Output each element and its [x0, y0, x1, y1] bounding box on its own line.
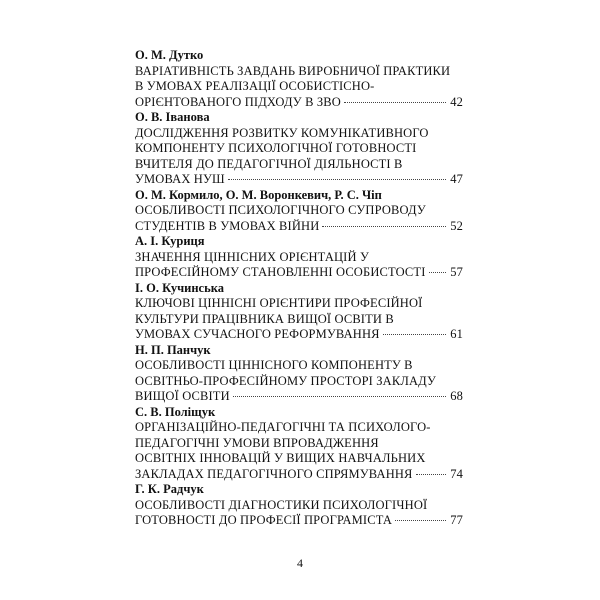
dot-leader: [344, 102, 446, 103]
toc-entry-last-line: [135, 389, 463, 405]
toc-entry-title: [135, 126, 463, 188]
toc-entry-author: О. М. Кормило, О. М. Воронкевич, Р. С. Чіп: [135, 187, 382, 202]
toc-entry-title-line: ОРГАНІЗАЦІЙНО-ПЕДАГОГІЧНІ ТА ПСИХОЛОГО-: [135, 420, 431, 434]
toc-entry-title-line: УМОВАХ НУШ: [135, 172, 225, 186]
toc-entry-page-number: 74: [450, 466, 463, 481]
toc-entry-last-line: [135, 219, 463, 235]
toc-entry-title-line: КУЛЬТУРИ ПРАЦІВНИКА ВИЩОЇ ОСВІТИ В: [135, 311, 394, 326]
toc-entry-title-line: ОСОБЛИВОСТІ ЦІННІСНОГО КОМПОНЕНТУ В: [135, 358, 413, 372]
toc-entry-title: [135, 203, 463, 234]
toc-entry-title-line: ПРОФЕСІЙНОМУ СТАНОВЛЕННІ ОСОБИСТОСТІ: [135, 265, 426, 279]
toc-entry-author: І. О. Кучинська: [135, 280, 224, 295]
toc-entry-author: О. М. Дутко: [135, 48, 204, 62]
toc-entry-title-line: ВАРІАТИВНІСТЬ ЗАВДАНЬ ВИРОБНИЧОЇ ПРАКТИКИ: [135, 63, 451, 78]
toc-entry-title-line: ОСОБЛИВОСТІ ДІАГНОСТИКИ ПСИХОЛОГІЧНОЇ: [135, 497, 428, 512]
dot-leader: [383, 334, 446, 335]
toc-entry-author: Н. П. Панчук: [135, 342, 211, 357]
toc-entry-author: А. І. Куриця: [135, 234, 205, 248]
toc-entry-title-line: ОСОБЛИВОСТІ ПСИХОЛОГІЧНОГО СУПРОВОДУ: [135, 203, 426, 217]
toc-entry-title-line: ВИЩОЇ ОСВІТИ: [135, 389, 230, 403]
toc-entry[interactable]: [135, 281, 463, 343]
toc-entry[interactable]: [135, 188, 463, 235]
table-of-contents: [135, 48, 463, 529]
toc-entry-title-line: ОРІЄНТОВАНОГО ПІДХОДУ В ЗВО: [135, 94, 341, 109]
toc-entry[interactable]: [135, 405, 463, 483]
toc-entry[interactable]: [135, 110, 463, 188]
toc-entry-last-line: [135, 327, 463, 343]
toc-entry-title: [135, 250, 463, 281]
toc-entry-page-number: 61: [450, 327, 463, 341]
toc-entry-title: [135, 358, 463, 405]
dot-leader: [395, 520, 446, 521]
toc-entry-last-line: [135, 513, 463, 529]
toc-entry-title-line: КОМПОНЕНТУ ПСИХОЛОГІЧНОЇ ГОТОВНОСТІ: [135, 141, 417, 155]
toc-entry-title-line: ГОТОВНОСТІ ДО ПРОФЕСІЇ ПРОГРАМІСТА: [135, 513, 393, 527]
toc-entry[interactable]: [135, 482, 463, 529]
toc-entry-page-number: 77: [450, 513, 463, 527]
toc-entry[interactable]: [135, 234, 463, 281]
toc-entry-page-number: 47: [450, 172, 463, 186]
dot-leader: [416, 474, 446, 475]
toc-entry-page-number: 57: [450, 265, 463, 279]
toc-entry-last-line: [135, 467, 463, 483]
dot-leader: [233, 396, 446, 397]
toc-entry-page-number: 42: [450, 94, 463, 109]
page-number-footer: 4: [297, 556, 303, 570]
toc-entry-title-line: В УМОВАХ РЕАЛІЗАЦІЇ ОСОБИСТІСНО-: [135, 79, 375, 93]
dot-leader: [322, 226, 446, 227]
dot-leader: [429, 272, 446, 273]
toc-entry-author: С. В. Поліщук: [135, 404, 216, 419]
toc-entry-title-line: ЗАКЛАДАХ ПЕДАГОГІЧНОГО СПРЯМУВАННЯ: [135, 466, 413, 481]
toc-entry-page-number: 52: [450, 218, 463, 233]
toc-entry-title: [135, 64, 463, 111]
toc-entry-title: [135, 296, 463, 343]
toc-entry-title-line: ЗНАЧЕННЯ ЦІННІСНИХ ОРІЄНТАЦІЙ У: [135, 249, 369, 264]
toc-entry-title: [135, 420, 463, 482]
dot-leader: [228, 179, 446, 180]
toc-entry[interactable]: [135, 343, 463, 405]
toc-entry-title-line: ПЕДАГОГІЧНІ УМОВИ ВПРОВАДЖЕННЯ: [135, 435, 379, 450]
toc-entry-last-line: [135, 95, 463, 111]
toc-entry-title-line: ВЧИТЕЛЯ ДО ПЕДАГОГІЧНОЇ ДІЯЛЬНОСТІ В: [135, 156, 403, 171]
toc-entry-title-line: КЛЮЧОВІ ЦІННІСНІ ОРІЄНТИРИ ПРОФЕСІЙНОЇ: [135, 296, 423, 310]
toc-entry-title-line: УМОВАХ СУЧАСНОГО РЕФОРМУВАННЯ: [135, 327, 380, 341]
toc-entry-title: [135, 498, 463, 529]
toc-entry-title-line: СТУДЕНТІВ В УМОВАХ ВІЙНИ: [135, 218, 320, 233]
toc-entry-last-line: [135, 265, 463, 281]
toc-entry-title-line: ОСВІТНЬО-ПРОФЕСІЙНОМУ ПРОСТОРІ ЗАКЛАДУ: [135, 373, 436, 388]
toc-entry[interactable]: [135, 48, 463, 110]
toc-entry-author: О. В. Іванова: [135, 110, 210, 124]
toc-entry-page-number: 68: [450, 389, 463, 403]
toc-entry-title-line: ДОСЛІДЖЕННЯ РОЗВИТКУ КОМУНІКАТИВНОГО: [135, 125, 429, 140]
toc-entry-last-line: [135, 172, 463, 188]
toc-entry-author: Г. К. Радчук: [135, 482, 204, 496]
toc-entry-title-line: ОСВІТНІХ ІННОВАЦІЙ У ВИЩИХ НАВЧАЛЬНИХ: [135, 451, 426, 465]
